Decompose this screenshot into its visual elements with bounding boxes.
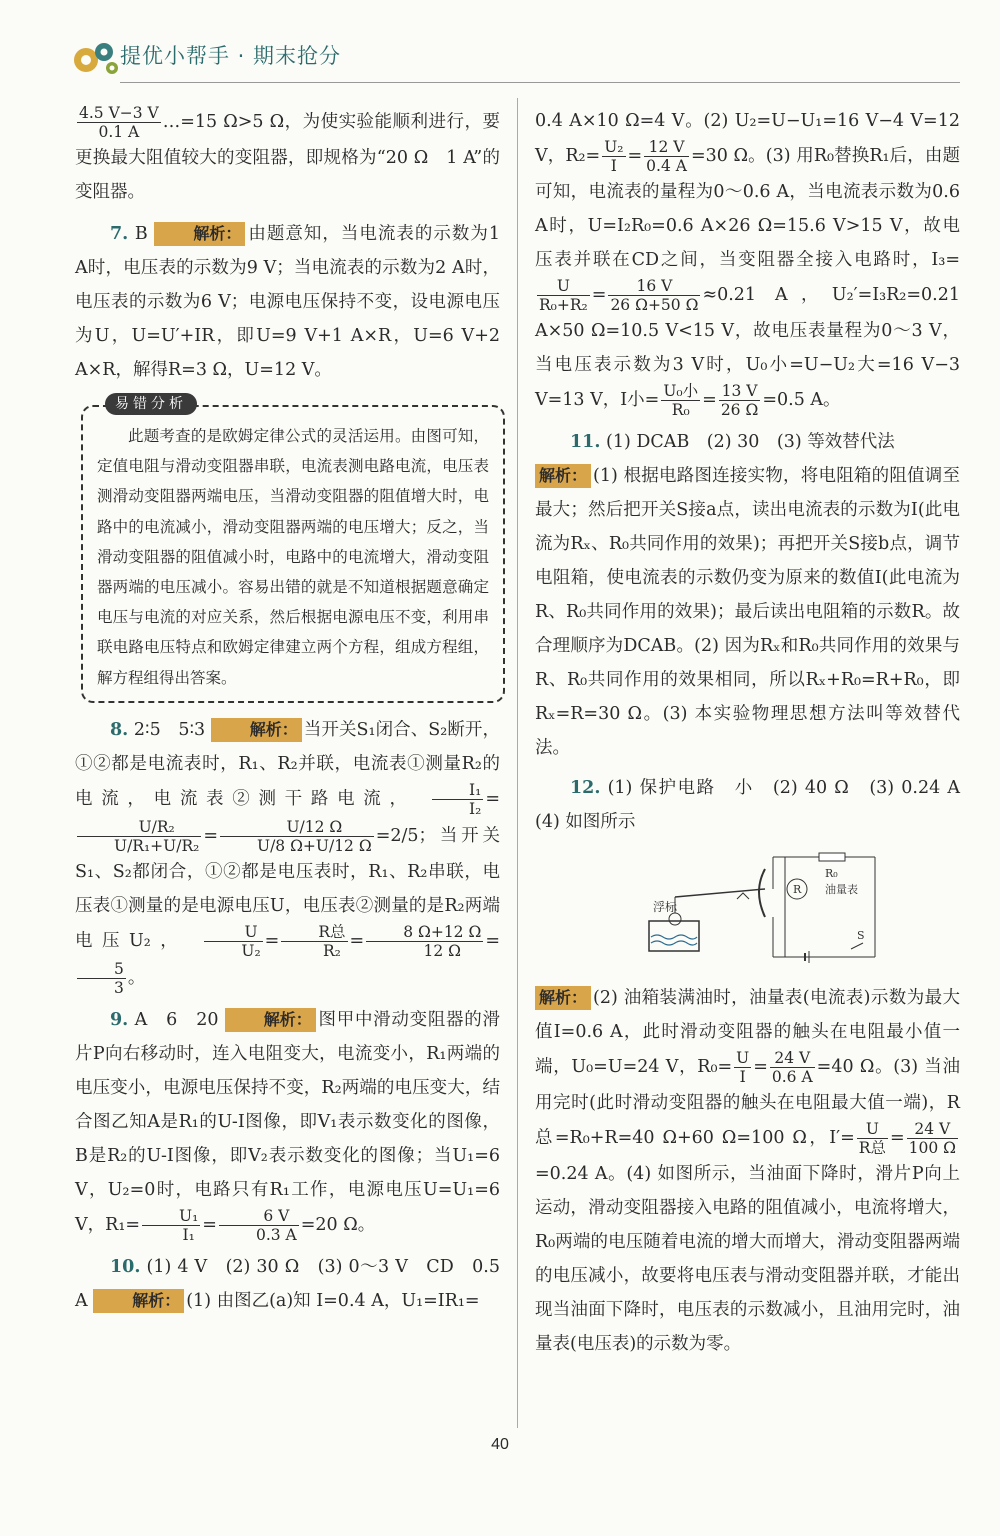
paragraph-continuation: $\frac{4.5 V-3 V}{0.1 A}$ …=15 Ω>5 Ω，为使实验能顺利进行，要更换最大阻值较大的变阻器，即规格为“20 Ω 1 A”的变阻器。 xyxy=(75,104,500,202)
label-r0: R₀ xyxy=(825,867,838,880)
page-number: 40 xyxy=(491,1436,509,1453)
left-column xyxy=(75,104,500,1318)
answer-10-continued: 0.4 A×10 Ω=4 V。(2) U₂=U−U₁=16 V−4 V=12 V，R₂= $\frac{\text{U₂}}{I}$ = $\frac{12 V}{0.4 A}$ =30 Ω。(3) 用R₀替换R₁后，由题可知，电流表的量程为0～0.6 A，当电流表示数为0.6 A时，U=I₂R₀=0.6 A×26 Ω=15.6 V>15 V，故电压表并联在CD之间，当变阻器全接入电路时，I₃= $\frac{U}{\text{R₀+R₂}}$ = $\frac{16 V}{26 \Omega+50 \Omega}$ ≈0.21 A，U₂′=I₃R₂=0.21 A×50 Ω=10.5 V<15 V，故电压表量程为0～3 V，当电压表示数为3 V时，U₀小=U−U₂大=16 V−3 V=13 V，I小= $\frac{\text{U₀小}}{\text{R₀}}$ = $\frac{13 V}{26 \Omega}$ =0.5 A。 xyxy=(535,111,960,419)
answer-7: 7. B 解析： 由题意知，当电流表的示数为1 A时，电压表的示数为9 V；当电流表的示数为2 A时，电压表的示数为6 V；电源电压保持不变，设电源电压为U，U=U′+IR，即U=9 V+1 A×R，U=6 V+2 A×R，解得R=3 Ω，U=12 V。 xyxy=(75,224,500,380)
header-rule xyxy=(120,82,960,83)
page-header xyxy=(70,26,960,78)
answer-9: 9. A 6 20 解析： 图甲中滑动变阻器的滑片P向右移动时，连入电阻变大，电流变小，R₁两端的电压变小，电源电压保持不变，R₂两端的电压变大，结合图乙知A是R₁的U-I图像，即V₁表示数变化的图像，B是R₂的U-I图像，即V₂表示数变化的图像；当U₁=6 V，U₂=0时，电路只有R₁工作，电源电压U=U₁=6 V，R₁= $\frac{\text{U₁}}{\text{I₁}}$ = $\frac{6 V}{0.3 A}$ =20 Ω。 xyxy=(75,1009,500,1244)
analysis-11: 解析： (1) 根据电路图连接实物，将电阻箱的阻值调至最大；然后把开关S接a点，读出电流表的示数为I(此电流为Rₓ、R₀共同作用的效果)；再把开关S接b点，调节电阻箱，使电流表的示数仍变为原来的数值I(此电流为R、R₀共同作用的效果)；最后读出电阻箱的示数R。故合理顺序为DCAB。(2) 因为Rₓ和R₀共同作用的效果与R、R₀共同作用的效果相同，所以Rₓ+R₀=R+R₀，即Rₓ=R=30 Ω。(3) 本实验物理思想方法叫等效替代法。 xyxy=(535,466,960,758)
gears-icon xyxy=(70,34,122,78)
oil-gauge-circuit-diagram xyxy=(645,847,885,965)
header-title: 提优小帮手 · 期末抢分 xyxy=(120,44,342,68)
label-switch: S xyxy=(857,929,865,942)
error-analysis-box xyxy=(81,396,505,703)
label-float: 浮标 xyxy=(653,900,678,914)
analysis-12: 解析： (2) 油箱装满油时，油量表(电流表)示数为最大值I=0.6 A，此时滑动变阻器的触头在电阻最小值一端，U₀=U=24 V，R₀= $\frac{U}{I}$ = $\frac{24 V}{0.6 A}$ =40 Ω。(3) 当油用完时(此时滑动变阻器的触头在电阻最大值一端)，R总=R₀+R=40 Ω+60 Ω=100 Ω，I′= $\frac{U}{\text{R总}}$ = $\frac{24 V}{100 \Omega}$ =0.24 A。(4) 如图所示，当油面下降时，滑片P向上运动，滑动变阻器接入电路的阻值减小，电流将增大，R₀两端的电压随着电流的增大而增大，滑动变阻器两端的电压减小，故要将电压表与滑动变阻器并联，才能出现当油面下降时，电压表的示数减小，且油用完时，油量表(电压表)的示数为零。 xyxy=(535,988,960,1354)
answer-12: 12. (1) 保护电路 小 (2) 40 Ω (3) 0.24 A (4) 如图所示 xyxy=(535,778,978,832)
answer-8: 8. 2∶5 5∶3 解析： 当开关S₁闭合、S₂断开，①②都是电流表时，R₁、R₂并联，电流表①测量R₂的电流，电流表②测干路电流， $\frac{\text{I₁}}{\text{I₂}}$ = $\frac{\text{U/R₂}}{\text{U/R₁+U/R₂}}$ = $\frac{U/12 \Omega}{U/8 \Omega+U/12 \Omega}$ =2/5；当开关S₁、S₂都闭合，①②都是电压表时，R₁、R₂串联，电压表①测量的是电源电压U，电压表②测量的是R₂两端电压U₂， $\frac{U}{\text{U₂}}$ = $\frac{\text{R总}}{\text{R₂}}$ = $\frac{8 \Omega+12 \Omega}{12 \Omega}$ = $\frac{5}{3}$ 。 xyxy=(75,719,500,997)
fraction: $\frac{4.5 V-3 V}{0.1 A}$ xyxy=(79,104,159,141)
note-text: 此题考查的是欧姆定律公式的灵活运用。由图可知，定值电阻与滑动变阻器串联，电流表测电路电流，电压表测滑动变阻器两端电压，当滑动变阻器的阻值增大时，电路中的电流减小，滑动变阻器两端的电压增大；反之，当滑动变阻器的阻值减小时，电路中的电流增大，滑动变阻器两端的电压减小。容易出错的就是不知道根据题意确定电压与电流的对应关系，然后根据电源电压不变，利用串联电路电压特点和欧姆定律建立两个方程，组成方程组，解方程组得出答案。 xyxy=(97,427,489,687)
answer-11: 11. (1) DCAB (2) 30 (3) 等效替代法 xyxy=(570,432,895,452)
label-r: R xyxy=(793,883,802,896)
answer-10: 10. (1) 4 V (2) 30 Ω (3) 0～3 V CD 0.5 A 解析： (1) 由图乙(a)知 I=0.4 A，U₁=IR₁= xyxy=(75,1256,500,1311)
note-title: 易错分析 xyxy=(105,393,197,415)
label-meter: 油量表 xyxy=(825,883,858,896)
column-divider xyxy=(517,98,518,1428)
right-column xyxy=(535,104,978,1361)
analysis-tag: 解析： xyxy=(154,222,245,246)
